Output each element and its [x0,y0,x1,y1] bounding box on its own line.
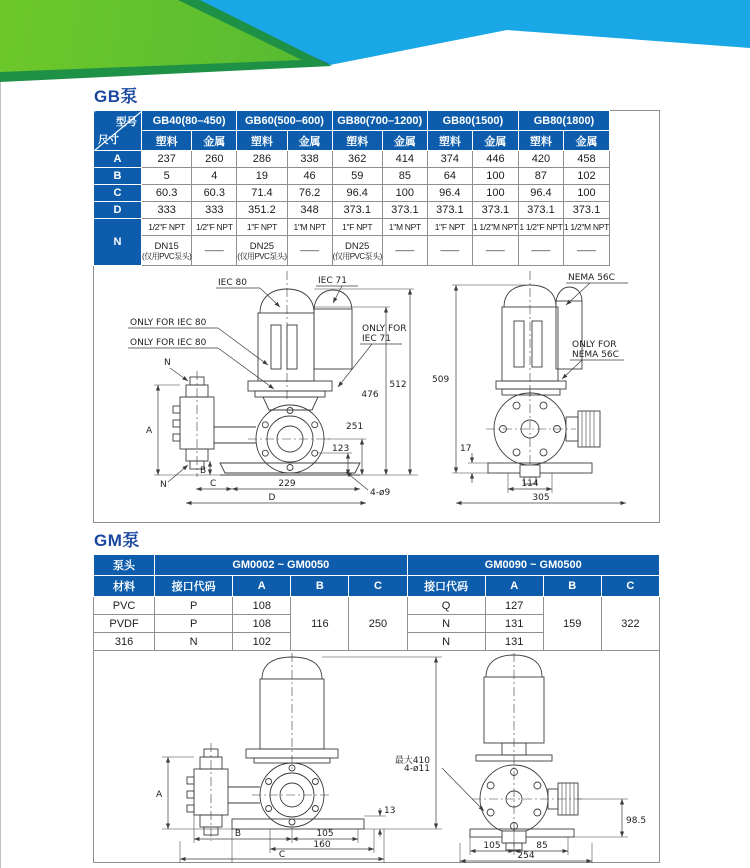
dim-label: A [156,790,163,800]
table-cell: N [155,633,233,651]
table-cell: 102 [563,168,609,185]
gb-corner-cell [94,111,142,151]
dim-label: 160 [313,840,331,850]
dim-label: D [268,493,276,503]
table-cell: —— [472,236,518,266]
table-cell: 4 [192,168,237,185]
gm-spec-table [93,554,660,651]
gm-pump-section [93,526,659,863]
table-cell: 237 [142,151,192,168]
table-cell: 71.4 [237,185,287,202]
dim-label: ONLY FOR [572,340,617,350]
table-cell: 1/2"F NPT [142,219,192,236]
gb-front-view-drawing [122,267,452,519]
table-cell: 19 [237,168,287,185]
table-cell: 373.1 [518,202,563,219]
dim-label: 509 [432,375,450,385]
dim-label: ONLY FOR IEC 80 [130,338,207,348]
dim-label: 4-ø9 [370,488,391,498]
gb-material-header: 金属 [287,131,332,151]
gm-sub-header: A [233,576,291,597]
dim-label: 4-ø11 [404,764,430,774]
dim-label: B [234,829,242,839]
dim-label: 98.5 [626,816,647,826]
table-cell: 59 [332,168,382,185]
gb-material-header: 金属 [192,131,237,151]
dim-label: 254 [517,851,535,861]
table-cell: 108 [233,615,291,633]
table-cell: 333 [192,202,237,219]
table-cell: 127 [485,597,543,615]
dim-label: A [146,426,153,436]
gm-material-cell: 316 [94,633,155,651]
table-cell: —— [287,236,332,266]
table-cell: 373.1 [382,202,427,219]
table-cell: 60.3 [142,185,192,202]
dim-label: NEMA 56C [568,273,615,283]
table-cell: 102 [233,633,291,651]
dim-label: 512 [389,380,407,390]
gm-section-title: GM泵 [94,531,140,550]
table-cell: 446 [472,151,518,168]
dim-label: IEC 71 [362,334,391,344]
table-cell: 96.4 [518,185,563,202]
gb-pump-section [93,82,659,523]
dim-label: ONLY FOR IEC 80 [130,318,207,328]
gb-material-header: 塑料 [427,131,472,151]
gm-sub-header: B [291,576,349,597]
dim-label: C [278,850,286,860]
gb-material-header: 金属 [382,131,427,151]
table-cell: N [407,633,485,651]
table-cell: 260 [192,151,237,168]
gb-material-header: 塑料 [518,131,563,151]
dim-label: 114 [521,479,539,489]
table-cell: 1"M NPT [382,219,427,236]
dim-label: N [160,480,167,490]
gm-sub-header: C [349,576,407,597]
table-cell: 286 [237,151,287,168]
table-cell: 348 [287,202,332,219]
table-cell: 108 [233,597,291,615]
table-cell: 373.1 [563,202,609,219]
dim-label: IEC 71 [318,276,347,286]
table-cell: 100 [563,185,609,202]
gb-section-title: GB泵 [94,87,138,106]
dim-label: 85 [536,841,548,851]
gm-front-pump-outline [187,653,364,841]
gb-side-view-drawing [430,267,658,519]
gb-material-header: 金属 [563,131,609,151]
table-cell: —— [427,236,472,266]
table-cell: 96.4 [332,185,382,202]
table-cell: 322 [601,597,659,651]
gb-row-label: D [94,202,142,219]
table-cell: 1 1/2"M NPT [563,219,609,236]
dim-label: 251 [346,422,364,432]
corner-label-size: 尺寸 [98,134,119,146]
gb-model-header: GB80(700–1200) [332,111,427,131]
table-cell: DN15 (仅用PVC泵头) [142,236,192,266]
dim-label: N [164,358,171,368]
table-cell: 100 [472,185,518,202]
table-cell: —— [563,236,609,266]
table-cell: 1"F NPT [427,219,472,236]
table-cell: 1 1/2"M NPT [472,219,518,236]
dim-label: 476 [361,390,379,400]
table-cell: 1"F NPT [237,219,287,236]
table-cell: 1 1/2"F NPT [518,219,563,236]
top-banner [0,0,750,82]
table-cell: 116 [291,597,349,651]
table-cell: 414 [382,151,427,168]
table-cell: 46 [287,168,332,185]
gm-side-dimensions [404,764,646,863]
table-cell: 338 [287,151,332,168]
dim-label: 123 [332,444,350,454]
page-edge-line [0,0,1,868]
dim-label: IEC 80 [218,278,247,288]
table-cell: 131 [485,615,543,633]
gm-sub-header: 接口代码 [407,576,485,597]
gm-corner-head: 泵头 [94,555,155,576]
table-cell: —— [382,236,427,266]
table-cell: 420 [518,151,563,168]
table-cell: 131 [485,633,543,651]
table-cell: 159 [543,597,601,651]
table-cell: 64 [427,168,472,185]
gm-sub-header: A [485,576,543,597]
gb-model-header: GB80(1500) [427,111,518,131]
dim-label: B [200,466,207,476]
gm-drawings-area [94,651,659,861]
table-cell: P [155,615,233,633]
gb-model-header: GB40(80–450) [142,111,237,131]
gb-row-label-n: N [94,219,142,266]
table-cell: 373.1 [332,202,382,219]
gb-material-header: 塑料 [142,131,192,151]
dim-label: 13 [384,806,396,816]
gm-sub-header: B [543,576,601,597]
table-cell: 1"F NPT [332,219,382,236]
table-cell: 85 [382,168,427,185]
dim-label: 229 [278,479,296,489]
table-cell: 373.1 [472,202,518,219]
table-cell: 96.4 [427,185,472,202]
gm-material-cell: PVC [94,597,155,615]
dim-label: 105 [316,829,334,839]
gb-row-label: A [94,151,142,168]
gb-material-header: 塑料 [237,131,287,151]
table-cell: 60.3 [192,185,237,202]
table-cell: 76.2 [287,185,332,202]
table-cell: 374 [427,151,472,168]
table-cell: 1/2"F NPT [192,219,237,236]
dim-label: 17 [460,444,472,454]
gm-range-header: GM0002 ~ GM0050 [155,555,407,576]
gm-corner-head: 材料 [94,576,155,597]
dim-label: 305 [532,493,550,503]
gb-side-pump-outline [486,271,600,484]
gm-sub-header: 接口代码 [155,576,233,597]
table-cell: 458 [563,151,609,168]
table-cell: 333 [142,202,192,219]
gb-row-label: C [94,185,142,202]
dim-label: C [210,479,217,489]
gb-material-header: 塑料 [332,131,382,151]
gb-spec-table [93,110,610,266]
table-cell: Q [407,597,485,615]
table-cell: P [155,597,233,615]
table-cell: 373.1 [427,202,472,219]
table-cell: —— [192,236,237,266]
gm-range-header: GM0090 ~ GM0500 [407,555,660,576]
corner-label-model: 型号 [116,116,137,128]
table-cell: N [407,615,485,633]
gb-section-box [93,110,660,523]
gb-material-header: 金属 [472,131,518,151]
table-cell: 100 [382,185,427,202]
gb-model-header: GB60(500–600) [237,111,332,131]
table-cell: —— [518,236,563,266]
table-cell: 351.2 [237,202,287,219]
dim-label: 最大410 [394,756,430,766]
gm-side-view-drawing [396,651,656,863]
gm-material-cell: PVDF [94,615,155,633]
table-cell: DN25 (仅用PVC泵头) [237,236,287,266]
gm-sub-header: C [601,576,659,597]
gb-model-header: GB80(1800) [518,111,609,131]
gm-section-box [93,554,660,863]
gm-side-pump-outline [470,653,582,850]
table-cell: 100 [472,168,518,185]
table-cell: DN25 (仅用PVC泵头) [332,236,382,266]
gb-drawings-area [94,267,659,521]
dim-label: ONLY FOR [362,324,407,334]
table-cell: 87 [518,168,563,185]
gb-row-label: B [94,168,142,185]
table-cell: 1"M NPT [287,219,332,236]
table-cell: 362 [332,151,382,168]
table-cell: 250 [349,597,407,651]
table-cell: 5 [142,168,192,185]
dim-label: 105 [483,841,501,851]
dim-label: NEMA 56C [572,350,619,360]
